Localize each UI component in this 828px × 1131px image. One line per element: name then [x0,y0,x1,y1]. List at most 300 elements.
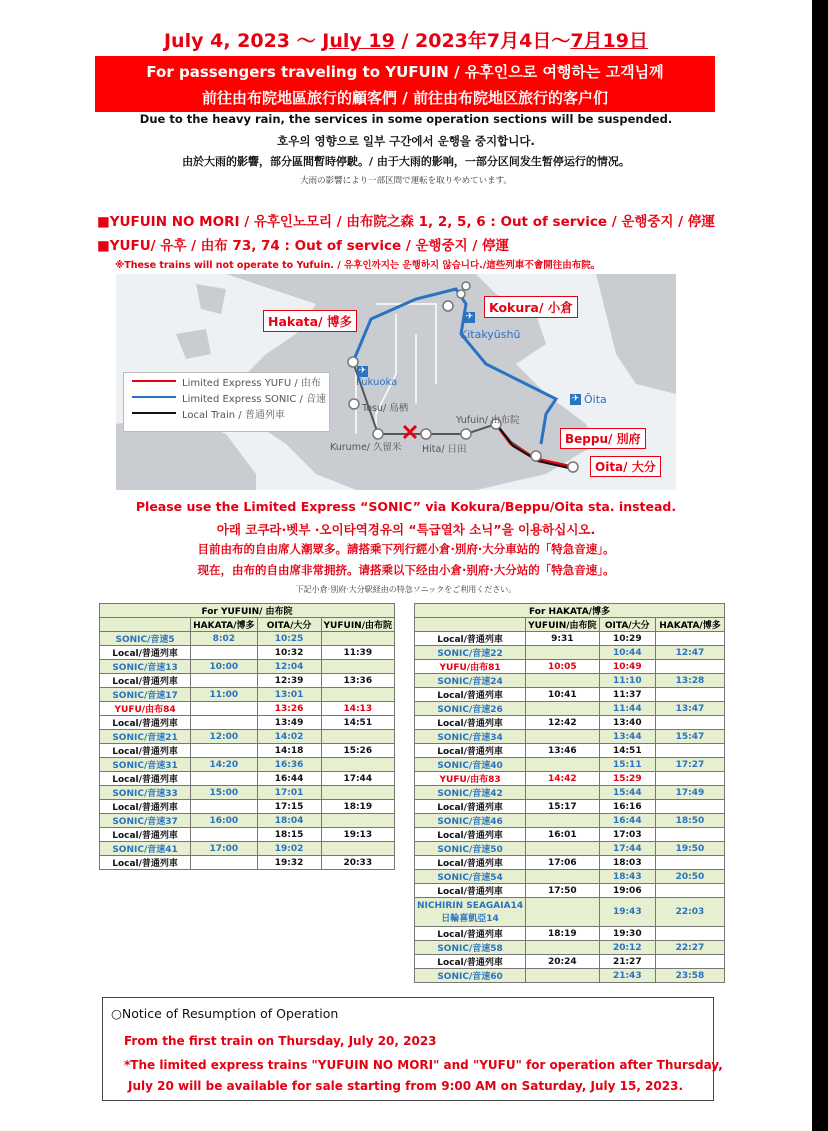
oita-time: 13:26 [257,702,321,716]
hakata-time: 17:00 [191,842,257,856]
title-date-en-start: July 4, 2023 ～ [163,30,323,52]
table-header-row [100,618,395,632]
table-row [100,814,395,828]
train-name-alt: 日輪喜凱亞14 [441,913,499,924]
oita-time: 15:11 [599,758,655,772]
hakata-time [191,772,257,786]
hakata-time [655,772,724,786]
yufuin-time [526,646,599,660]
hakata-time [655,856,724,870]
advice-zh-tw: 目前由布的自由席人潮眾多。請搭乘下列行經小倉·別府·大分車站的「特急音速」。 [197,542,615,556]
train-name-cell [100,856,191,870]
resumption-title: ○Notice of Resumption of Operation [111,1006,339,1021]
oita-time: 11:37 [599,688,655,702]
train-name-cell [100,744,191,758]
table-row [415,744,725,758]
yufuin-time [321,814,394,828]
legend-sonic-label: Limited Express SONIC / 音速 [182,394,327,405]
table-row [415,870,725,884]
title-date-ja-end: 7月19日 [570,30,648,52]
train-name: SONIC/音速22 [437,649,503,659]
train-name: Local/普通列車 [112,831,178,841]
oita-time: 15:44 [599,786,655,800]
yufuin-time: 10:05 [526,660,599,674]
hakata-time [191,744,257,758]
resumption-line-3: July 20 will be available for sale starting from 9:00 AM on Saturday, July 15, 2023. [128,1079,684,1093]
yufuin-time [526,814,599,828]
train-name: SONIC/音速60 [437,972,503,982]
hakata-time: 16:00 [191,814,257,828]
train-name-cell [415,941,526,955]
table-row [100,730,395,744]
table-row [100,828,395,842]
oita-time: 17:03 [599,828,655,842]
oita-time: 10:29 [599,632,655,646]
train-name: Local/普通列車 [437,635,503,645]
train-name-cell [415,898,526,927]
table-title-row [100,604,395,618]
yufuin-time: 13:36 [321,674,394,688]
yufuin-time: 15:17 [526,800,599,814]
train-name-cell [415,800,526,814]
oita-time: 10:44 [599,646,655,660]
yufuin-time: 11:39 [321,646,394,660]
train-name-cell [415,786,526,800]
advice-ja: 下記小倉·別府·大分駅経由の特急ソニックをご利用ください。 [295,585,517,594]
oita-time: 21:43 [599,969,655,983]
train-name-cell [100,646,191,660]
oita-time: 21:27 [599,955,655,969]
oita-time: 13:49 [257,716,321,730]
oita-time: 11:10 [599,674,655,688]
table-row [100,800,395,814]
hakata-time: 22:03 [655,898,724,927]
oita-time: 11:44 [599,702,655,716]
hakata-time: 17:49 [655,786,724,800]
train-name-cell [415,870,526,884]
train-name: Local/普通列車 [437,859,503,869]
table-row [100,772,395,786]
route-map [116,274,676,490]
train-name-cell [100,786,191,800]
yufuin-time [526,898,599,927]
train-name-cell [100,688,191,702]
oita-time: 19:06 [599,884,655,898]
passenger-banner [95,56,715,112]
hakata-time: 12:47 [655,646,724,660]
table-title: For YUFUIN/ 由布院 [100,604,395,618]
header-cell: OITA/大分 [257,618,321,632]
hakata-time [655,800,724,814]
yufuin-time: 13:46 [526,744,599,758]
header-cell: OITA/大分 [599,618,655,632]
oita-time: 16:44 [599,814,655,828]
train-name: Local/普通列車 [437,930,503,940]
oita-time: 18:15 [257,828,321,842]
train-name: Local/普通列車 [437,831,503,841]
train-name-cell [415,674,526,688]
hakata-time: 17:27 [655,758,724,772]
yufuin-time: 9:31 [526,632,599,646]
oita-time: 13:01 [257,688,321,702]
oita-time: 15:29 [599,772,655,786]
airport-icon: ✈ [358,366,367,376]
train-name-cell [415,632,526,646]
train-name: Local/普通列車 [112,649,178,659]
train-name: Local/普通列車 [112,719,178,729]
notice-zh: 由於大雨的影響，部分區間暫時停駛。/ 由于大雨的影响，一部分区间发生暂停运行的情况。 [182,155,630,168]
page-title [0,26,812,53]
service-line-yufuin-no-mori: ■YUFUIN NO MORI / 유후인노모리 / 由布院之森 1, 2, 5, 6 : Out of service / 운행중지 / 停運 [97,214,715,230]
yufuin-time: 12:42 [526,716,599,730]
table-row [100,716,395,730]
oita-time: 13:40 [599,716,655,730]
table-row [415,927,725,941]
resumption-line-2: *The limited express trains "YUFUIN NO MORI" and "YUFU" for operation after Thursday, [124,1058,723,1072]
yufuin-time: 14:51 [321,716,394,730]
table-row [415,660,725,674]
table-row [100,632,395,646]
train-name-cell [415,730,526,744]
oita-time: 16:36 [257,758,321,772]
table-row [415,702,725,716]
table-row [415,941,725,955]
table-row [100,646,395,660]
table-row [415,688,725,702]
train-name: SONIC/音速31 [112,761,178,771]
yufuin-time [526,702,599,716]
train-name-cell [415,646,526,660]
table-row [415,828,725,842]
land-east [596,274,676,394]
land-island-2 [176,329,211,359]
callout-kokura: Kokura/ 小倉 [484,296,578,318]
table-row [415,842,725,856]
train-name-cell [100,772,191,786]
hakata-time: 14:20 [191,758,257,772]
header-cell: YUFUIN/由布院 [321,618,394,632]
train-name: NICHIRIN SEAGAIA14 [417,900,524,911]
table-title-row [415,604,725,618]
train-name: Local/普通列車 [437,958,503,968]
yufuin-time: 14:42 [526,772,599,786]
hakata-time [191,716,257,730]
yufuin-time: 17:06 [526,856,599,870]
hakata-time [655,955,724,969]
train-name-cell [100,674,191,688]
oita-time: 16:16 [599,800,655,814]
train-name-cell [100,716,191,730]
label-kurume: Kurume/ 久留米 [330,442,402,453]
train-name: Local/普通列車 [437,803,503,813]
table-row [415,898,725,927]
header-cell: YUFUIN/由布院 [526,618,599,632]
oita-time: 14:18 [257,744,321,758]
timetable-for-yufuin [99,603,395,870]
table-title: For HAKATA/博多 [415,604,725,618]
advice-ko: 아래 코쿠라·벳부 ·오이타역경유의 “특급열차 소닉”을 이용하십시오. [216,522,596,537]
oita-time: 19:32 [257,856,321,870]
hakata-time: 18:50 [655,814,724,828]
airport-icon: ✈ [465,312,474,322]
train-name-cell [415,814,526,828]
hakata-time: 19:50 [655,842,724,856]
hakata-time: 13:47 [655,702,724,716]
table-row [415,856,725,870]
train-name-cell [100,814,191,828]
train-name: Local/普通列車 [437,887,503,897]
train-name: Local/普通列車 [112,747,178,757]
yufuin-time [321,660,394,674]
hakata-time [655,884,724,898]
hakata-time [191,702,257,716]
label-tosu: Tosu/ 鳥栖 [362,403,409,414]
table-row [415,814,725,828]
table-row [100,856,395,870]
hakata-time: 10:00 [191,660,257,674]
train-name: Local/普通列車 [112,677,178,687]
callout-hakata: Hakata/ 博多 [263,310,357,332]
title-date-en-end: July 19 [322,30,395,52]
table-row [100,744,395,758]
notice-ja: 大雨の影響により一部区間で運転を取りやめています。 [300,176,512,186]
train-name: Local/普通列車 [112,775,178,785]
train-name: SONIC/音速50 [437,845,503,855]
train-name-cell [100,632,191,646]
table-row [415,772,725,786]
header-cell: HAKATA/博多 [655,618,724,632]
hakata-time [655,632,724,646]
oita-time: 16:44 [257,772,321,786]
table-row [100,758,395,772]
hakata-time [655,927,724,941]
train-name: SONIC/音速13 [112,663,178,673]
train-name-cell [415,744,526,758]
train-name: SONIC/音速58 [437,944,503,954]
banner-line-2: 前往由布院地區旅行的顧客們 / 前往由布院地区旅行的客户们 [202,89,608,107]
yufuin-time [321,842,394,856]
yufuin-time: 20:33 [321,856,394,870]
table-row [415,716,725,730]
train-name-cell [415,772,526,786]
table-row [415,758,725,772]
train-name-cell [100,660,191,674]
train-name: Local/普通列車 [437,747,503,757]
table-row [415,786,725,800]
oita-time: 10:25 [257,632,321,646]
train-name: Local/普通列車 [437,719,503,729]
hakata-time: 20:50 [655,870,724,884]
table-row [100,660,395,674]
oita-time: 18:43 [599,870,655,884]
train-name: SONIC/音速40 [437,761,503,771]
train-name: SONIC/音速41 [112,845,178,855]
table-row [100,674,395,688]
yufuin-time: 15:26 [321,744,394,758]
notice-en: Due to the heavy rain, the services in some operation sections will be suspended. [139,112,673,126]
table-row [415,884,725,898]
airport-icon: ✈ [571,394,580,404]
train-name: SONIC/音速24 [437,677,503,687]
train-name-cell [415,927,526,941]
yufuin-time: 16:01 [526,828,599,842]
header-cell [100,618,191,632]
train-name-cell [415,842,526,856]
train-name: YUFU/由布83 [439,775,501,785]
yufuin-time: 10:41 [526,688,599,702]
hakata-time: 8:02 [191,632,257,646]
oita-time: 10:49 [599,660,655,674]
hakata-time [191,646,257,660]
legend-yufu-swatch [132,380,176,382]
yufuin-time: 14:13 [321,702,394,716]
train-name-cell [100,842,191,856]
train-name: SONIC/音速37 [112,817,178,827]
timetable-for-hakata [414,603,725,983]
label-oita-city: Ōita [584,393,607,406]
table-row [100,842,395,856]
yufuin-time [526,786,599,800]
yufuin-time: 19:13 [321,828,394,842]
legend-sonic-swatch [132,396,176,398]
hakata-time: 15:00 [191,786,257,800]
yufuin-time [321,688,394,702]
yufuin-time [526,730,599,744]
train-name: SONIC/音速5 [115,635,175,645]
label-hita: Hita/ 日田 [422,444,467,455]
table-row [415,730,725,744]
table-row [100,702,395,716]
yufuin-time [321,758,394,772]
yufuin-time: 18:19 [526,927,599,941]
train-name-cell [100,828,191,842]
train-name-cell [415,758,526,772]
hakata-time: 12:00 [191,730,257,744]
yufuin-time [526,758,599,772]
train-name-cell [415,716,526,730]
oita-time: 19:02 [257,842,321,856]
table-row [415,969,725,983]
oita-time: 19:30 [599,927,655,941]
oita-time: 12:39 [257,674,321,688]
yufuin-time: 20:24 [526,955,599,969]
label-fukuoka: Fukuoka [356,377,398,388]
train-name: SONIC/音速21 [112,733,178,743]
train-name-cell [415,828,526,842]
resumption-line-1: From the first train on Thursday, July 20, 2023 [124,1034,437,1048]
callout-oita: Oita/ 大分 [590,456,661,477]
table-row [415,632,725,646]
hakata-time: 15:47 [655,730,724,744]
yufuin-time [526,870,599,884]
train-name-cell [415,660,526,674]
hakata-time [191,856,257,870]
oita-time: 19:43 [599,898,655,927]
legend-yufu-label: Limited Express YUFU / 由布 [182,378,321,389]
advice-en: Please use the Limited Express “SONIC” via Kokura/Beppu/Oita sta. instead. [135,499,677,514]
yufuin-time: 17:44 [321,772,394,786]
hakata-time: 23:58 [655,969,724,983]
train-name-cell [100,758,191,772]
yufuin-time [526,941,599,955]
oita-time: 18:04 [257,814,321,828]
hakata-time: 13:28 [655,674,724,688]
train-name-cell [100,730,191,744]
hakata-time [655,660,724,674]
yufuin-time [321,786,394,800]
train-name-cell [100,800,191,814]
hakata-time [191,828,257,842]
train-name-cell [415,688,526,702]
banner-line-1: For passengers traveling to YUFUIN / 유후인으로 여행하는 고객님께 [146,63,664,81]
table-row [415,800,725,814]
oita-time: 18:03 [599,856,655,870]
table-row [415,674,725,688]
service-note: ※These trains will not operate to Yufuin. / 유후인까지는 운행하지 않습니다./這些列車不會開往由布院。 [115,260,601,271]
hakata-time [655,744,724,758]
yufuin-time [526,674,599,688]
oita-time: 10:32 [257,646,321,660]
oita-time: 14:51 [599,744,655,758]
hakata-time [191,800,257,814]
table-row [415,646,725,660]
notice-ko: 호우의 영향으로 일부 구간에서 운행을 중지합니다. [277,134,535,148]
train-name: SONIC/音速17 [112,691,178,701]
hakata-time: 22:27 [655,941,724,955]
oita-time: 17:01 [257,786,321,800]
oita-time: 12:04 [257,660,321,674]
oita-time: 13:44 [599,730,655,744]
label-kitakyushu: Kitakyūshū [460,328,521,341]
resumption-notice [102,997,723,1101]
table-row [415,955,725,969]
train-name: SONIC/音速33 [112,789,178,799]
land-island-1 [196,284,226,314]
train-name: YUFU/由布84 [114,705,176,715]
train-name: SONIC/音速54 [437,873,503,883]
hakata-time [655,688,724,702]
train-name-cell [415,856,526,870]
label-yufuin: Yufuin/ 由布院 [456,415,520,426]
train-name: Local/普通列車 [437,691,503,701]
train-name: YUFU/由布81 [439,663,501,673]
yufuin-time [321,730,394,744]
service-line-yufu: ■YUFU/ 유후 / 由布 73, 74 : Out of service / 운행중지 / 停運 [97,238,509,254]
train-name: Local/普通列車 [112,803,178,813]
table-row [100,688,395,702]
oita-time: 20:12 [599,941,655,955]
train-name-cell [415,969,526,983]
train-name-cell [415,955,526,969]
train-name-cell [415,884,526,898]
train-name-cell [100,702,191,716]
yufuin-time: 17:50 [526,884,599,898]
train-name: SONIC/音速34 [437,733,503,743]
yufuin-time [321,632,394,646]
train-name: SONIC/音速42 [437,789,503,799]
title-date-ja-start: / 2023年7月4日～ [394,30,571,52]
legend-local-label: Local Train / 普通列車 [182,410,285,421]
train-name-cell [415,702,526,716]
hakata-time [655,716,724,730]
callout-beppu: Beppu/ 別府 [560,428,646,449]
train-name: SONIC/音速46 [437,817,503,827]
train-name: Local/普通列車 [112,859,178,869]
oita-time: 14:02 [257,730,321,744]
header-cell: HAKATA/博多 [191,618,257,632]
yufuin-time [526,969,599,983]
oita-time: 17:44 [599,842,655,856]
